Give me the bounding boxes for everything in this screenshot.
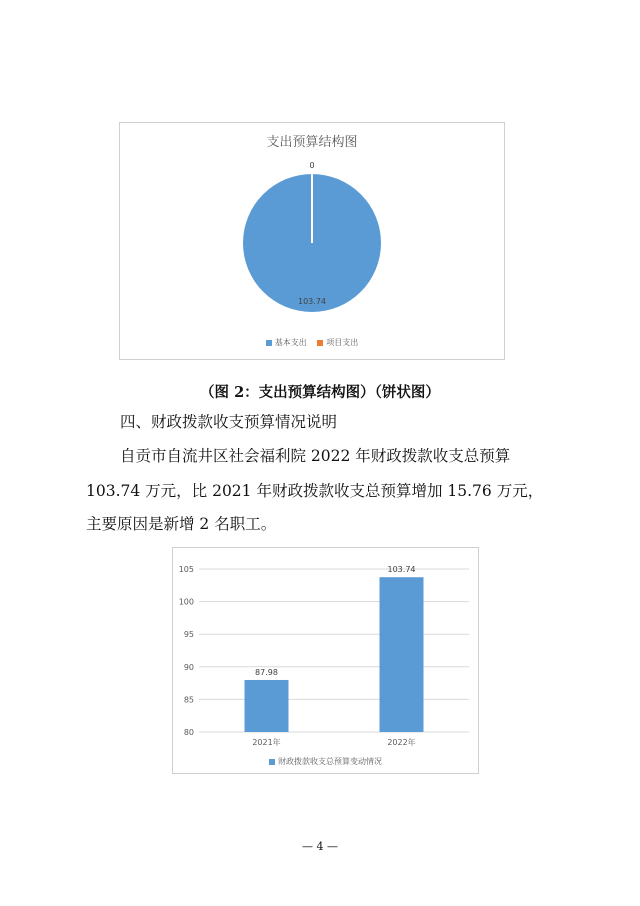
bar-data-label: 87.98 [255,667,278,677]
legend-swatch [269,759,275,765]
bar-data-label: 103.74 [387,565,416,575]
bar-legend [173,756,478,767]
bar-2022年 [380,577,424,732]
bar-2021年 [245,680,289,732]
bar-chart-container [172,547,479,774]
legend-item-budget-change: 财政拨款收支总预算变动情况 [269,756,382,767]
x-tick-label: 2021年 [252,738,281,747]
x-tick-label: 2022年 [387,738,416,747]
pie-legend [120,337,504,348]
pie-data-label-basic: 103.74 [298,297,326,306]
legend-item-basic-expenditure: 基本支出 [266,337,307,348]
y-tick-label: 85 [183,695,194,705]
paragraph-line-2: 103.74 万元，比 2021 年财政拨款收支总预算增加 15.76 万元， [86,482,544,500]
paragraph-line-1: 自贡市自流井区社会福利院 2022 年财政拨款收支总预算 [120,447,511,465]
paragraph-line-3: 主要原因是新增 2 名职工。 [86,515,277,533]
y-tick-label: 90 [183,662,194,672]
pie-chart-title: 支出预算结构图 [266,135,358,150]
legend-swatch [317,340,323,346]
pie-data-label-project: 0 [309,161,315,170]
legend-swatch [266,340,272,346]
pie-chart-container [119,122,505,360]
y-tick-label: 100 [178,597,194,607]
bar-chart [173,548,478,773]
y-tick-label: 80 [183,728,194,737]
section-heading: 四、财政拨款收支预算情况说明 [120,413,338,431]
pie-chart [120,123,504,359]
y-tick-label: 95 [183,630,194,640]
legend-item-project-expenditure: 项目支出 [317,337,358,348]
page-number: — 4 — [302,840,338,853]
figure-caption: （图 2：支出预算结构图）（饼状图） [200,384,440,401]
y-tick-label: 105 [178,565,194,574]
